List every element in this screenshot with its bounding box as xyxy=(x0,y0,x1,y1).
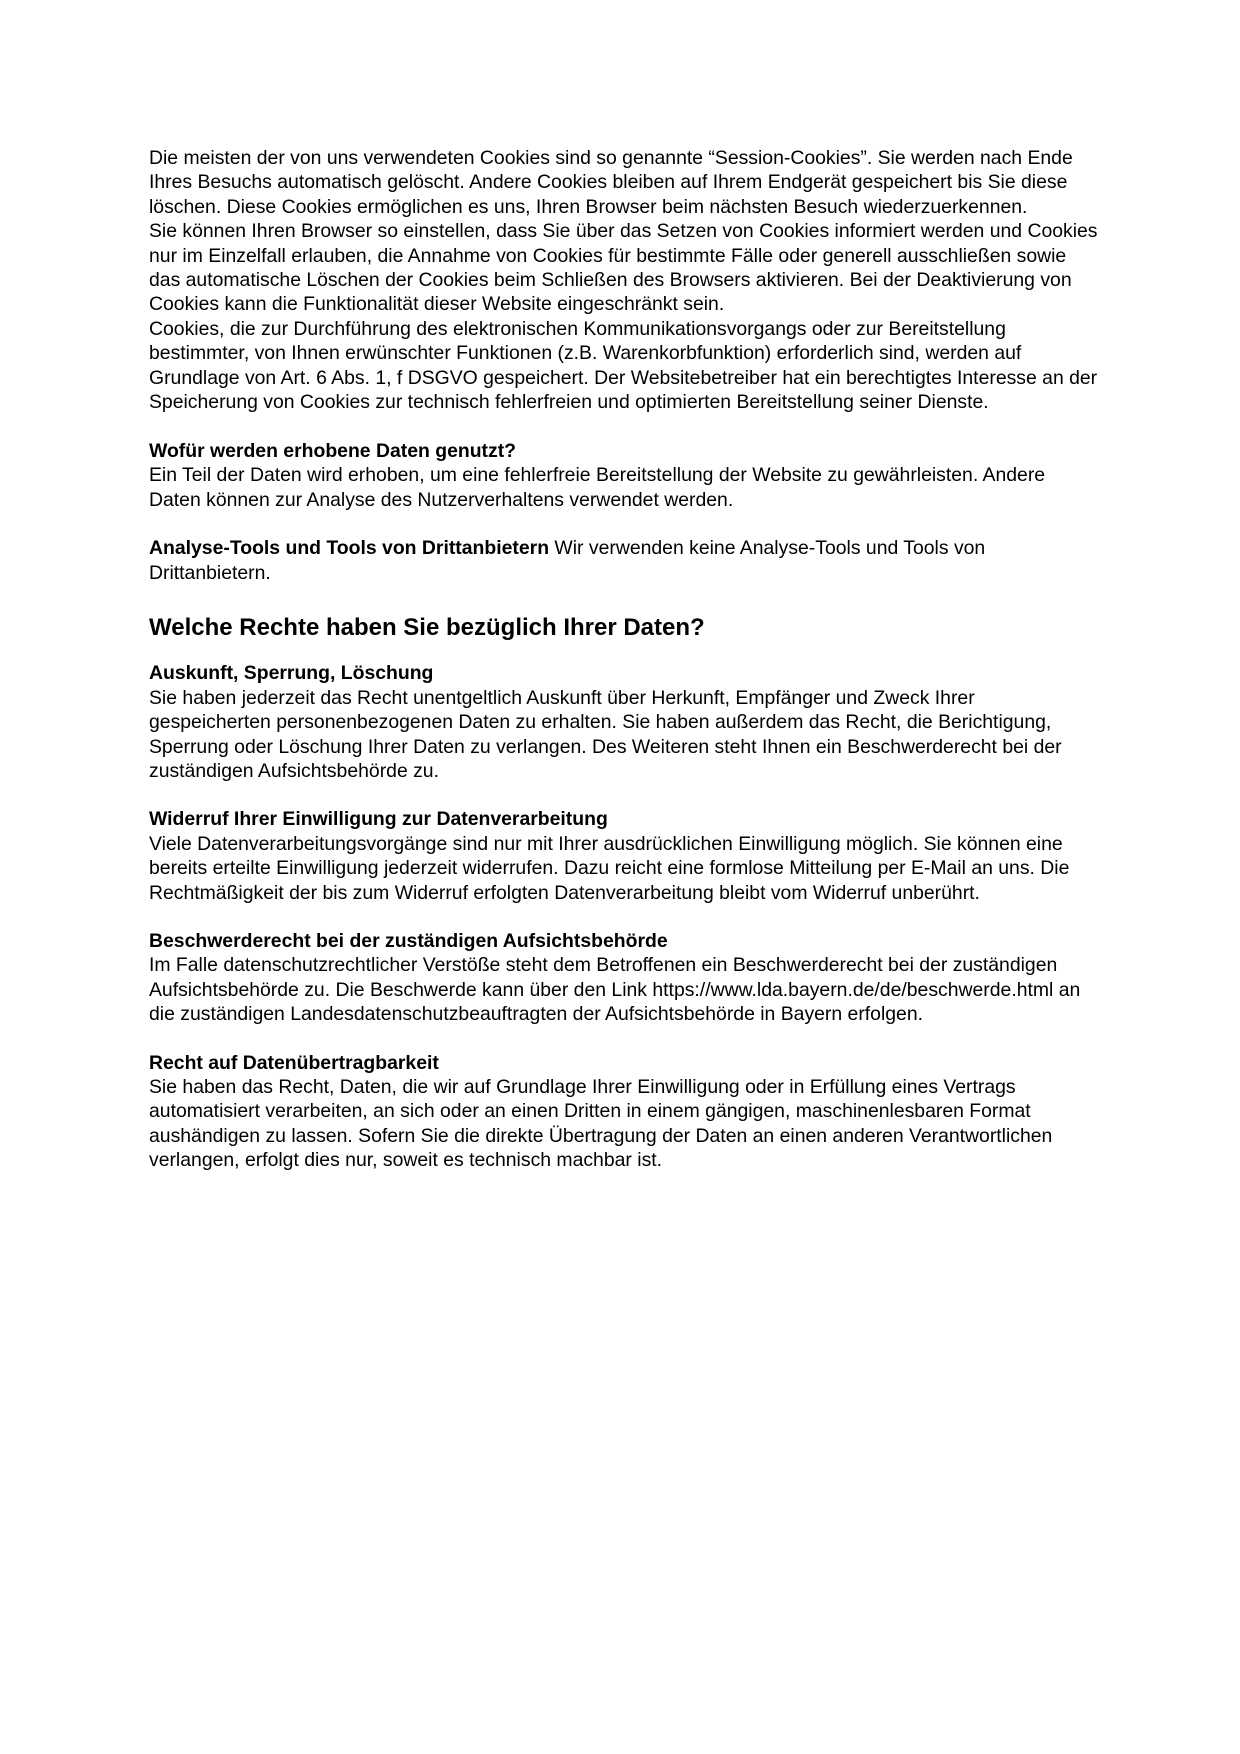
rights-section-text: Im Falle datenschutzrechtlicher Verstöße steht dem Betroffenen ein Beschwerderecht bei der zuständigen Aufsichtsbehörde zu. Die Beschwerde kann über den Link https://www.lda.bayern.de/de/beschwerde.html an die zuständigen Landesdatenschutzbeauftragten der Aufsichtsbehörde in Bayern erfolgen. xyxy=(149,954,1081,1026)
cookies-paragraph-browser-settings: Sie können Ihren Browser so einstellen, dass Sie über das Setzen von Cookies informiert werden und Cookies nur im Einzelfall erlauben, die Annahme von Cookies für bestimmte Fälle oder generell ausschließen sowie das automatische Löschen der Cookies beim Schließen des Browsers aktivieren. Bei der Deaktivierung von Cookies kann die Funktionalität dieser Website eingeschränkt sein. xyxy=(149,220,1098,316)
cookies-paragraph-legal-basis: Cookies, die zur Durchführung des elektronischen Kommunikationsvorgangs oder zur Bereitstellung bestimmter, von Ihnen erwünschter Funktionen (z.B. Warenkorbfunktion) erforderlich sind, werden auf Grundlage von Art. 6 Abs. 1, f DSGVO gespeichert. Der Websitebetreiber hat ein berechtigtes Interesse an der Speicherung von Cookies zur technisch fehlerfreien und optimierten Bereitstellung seiner Dienste. xyxy=(149,317,1098,414)
usage-title: Wofür werden erhobene Daten genutzt? xyxy=(149,439,517,462)
cookies-paragraph-session: Die meisten der von uns verwendeten Cookies sind so genannte “Session-Cookies”. Sie werden nach Ende Ihres Besuchs automatisch gelöscht. Andere Cookies bleiben auf Ihrem Endgerät gespeichert bis Sie diese löschen. Diese Cookies ermöglichen es uns, Ihren Browser beim nächsten Besuch wiederzuerkennen. xyxy=(149,147,1073,218)
rights-section-portability xyxy=(149,1051,1099,1173)
rights-section-withdrawal xyxy=(149,807,1099,905)
rights-section-text: Sie haben jederzeit das Recht unentgeltlich Auskunft über Herkunft, Empfänger und Zweck Ihrer gespeicherten personenbezogenen Daten zu erhalten. Sie haben außerdem das Recht, die Berichtigung, Sperrung oder Löschung Ihrer Daten zu verlangen. Des Weiteren steht Ihnen ein Beschwerderecht bei der zuständigen Aufsichtsbehörde zu. xyxy=(149,686,1062,782)
rights-section-title: Auskunft, Sperrung, Löschung xyxy=(149,662,434,685)
usage-text: Ein Teil der Daten wird erhoben, um eine fehlerfreie Bereitstellung der Website zu gewährleisten. Andere Daten können zur Analyse des Nutzerverhaltens verwendet werden. xyxy=(149,464,1046,511)
analytics-text: Wir verwenden keine Analyse-Tools und Tools von Drittanbietern. xyxy=(149,537,986,584)
rights-section-access xyxy=(149,661,1099,783)
analytics-section xyxy=(149,536,1099,585)
usage-section xyxy=(149,439,1099,512)
rights-section-text: Viele Datenverarbeitungsvorgänge sind nur mit Ihrer ausdrücklichen Einwilligung möglich. Sie können eine bereits erteilte Einwilligung jederzeit widerrufen. Dazu reicht eine formlose Mitteilung per E-Mail an uns. Die Rechtmäßigkeit der bis zum Widerruf erfolgten Datenverarbeitung bleibt vom Widerruf unberührt. xyxy=(149,832,1070,904)
rights-section-complaint xyxy=(149,929,1099,1027)
rights-heading: Welche Rechte haben Sie bezüglich Ihrer Daten? xyxy=(149,614,705,642)
document-page xyxy=(149,146,1099,1173)
rights-section-title: Beschwerderecht bei der zuständigen Aufsichtsbehörde xyxy=(149,929,668,952)
analytics-title: Analyse-Tools und Tools von Drittanbietern xyxy=(149,537,550,560)
rights-section-title: Widerruf Ihrer Einwilligung zur Datenverarbeitung xyxy=(149,808,608,831)
rights-section-text: Sie haben das Recht, Daten, die wir auf Grundlage Ihrer Einwilligung oder in Erfüllung eines Vertrags automatisiert verarbeiten, an sich oder an einen Dritten in einem gängigen, maschinenlesbaren Format aushändigen zu lassen. Sofern Sie die direkte Übertragung der Daten an einen anderen Verantwortlichen verlangen, erfolgt dies nur, soweit es technisch machbar ist. xyxy=(149,1075,1053,1172)
rights-section-title: Recht auf Datenübertragbarkeit xyxy=(149,1051,439,1074)
